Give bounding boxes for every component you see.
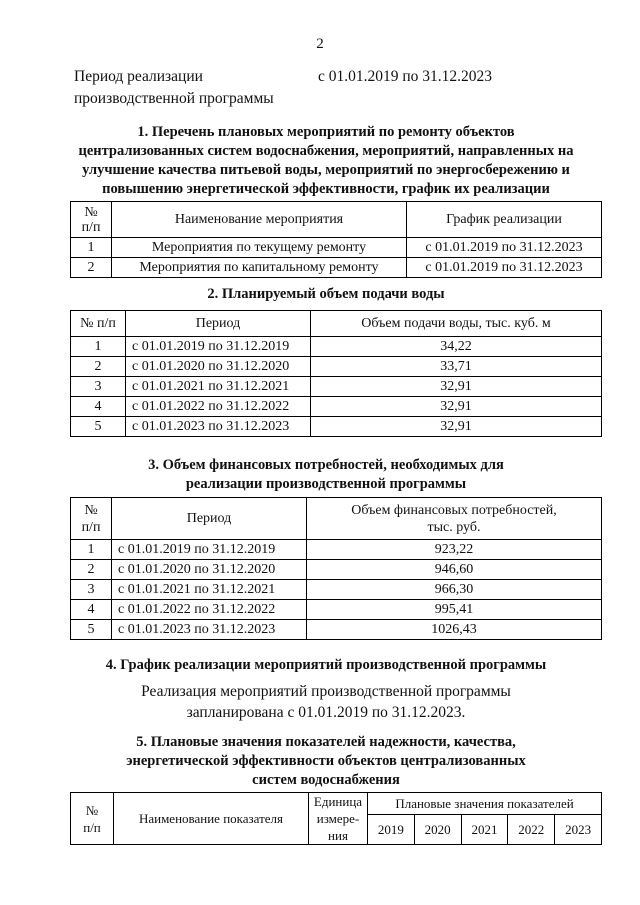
activities-table (70, 201, 602, 278)
section1-title-line: централизованных систем водоснабжения, мероприятий, направленных на (78, 143, 574, 159)
cell-num: 3 (71, 580, 112, 600)
period-label-line2: производственной программы (74, 90, 274, 107)
section5-title-line: 5. Плановые значения показателей надежности, качества, (136, 734, 516, 750)
section3-title-line: реализации производственной программы (185, 476, 467, 492)
table-row (71, 600, 602, 620)
section1-title-line: 1. Перечень плановых мероприятий по ремонту объектов (137, 124, 515, 140)
period-value: с 01.01.2019 по 31.12.2023 (318, 68, 493, 85)
cell-period: с 01.01.2023 по 31.12.2023 (112, 620, 307, 640)
cell-num: 5 (71, 620, 112, 640)
header-period: Период (112, 498, 307, 540)
table-row (71, 238, 602, 258)
period-label-line1: Период реализации (74, 68, 203, 85)
cell-volume: 33,71 (311, 357, 602, 377)
header-volume: Объем подачи воды, тыс. куб. м (311, 311, 602, 337)
header-year: 2021 (461, 814, 508, 844)
header-num: № п/п (71, 311, 126, 337)
cell-num: 1 (71, 238, 112, 258)
section5-title-line: энергетической эффективности объектов централизованных (126, 753, 526, 769)
cell-amount: 946,60 (307, 560, 602, 580)
cell-num: 1 (71, 337, 126, 357)
header-year: 2019 (368, 814, 415, 844)
header-num: № п/п (71, 202, 112, 238)
cell-volume: 32,91 (311, 397, 602, 417)
table-row (71, 397, 602, 417)
cell-num: 2 (71, 258, 112, 278)
section1-title-line: повышению энергетической эффективности, график их реализации (102, 181, 550, 197)
cell-amount: 1026,43 (307, 620, 602, 640)
cell-activity: Мероприятия по текущему ремонту (112, 238, 407, 258)
section3-title (40, 456, 612, 494)
page-number: 2 (316, 36, 324, 52)
cell-num: 3 (71, 377, 126, 397)
section3-title-line: 3. Объем финансовых потребностей, необходимых для (148, 457, 504, 473)
cell-period: с 01.01.2021 по 31.12.2021 (126, 377, 311, 397)
cell-period: с 01.01.2022 по 31.12.2022 (126, 397, 311, 417)
cell-num: 2 (71, 357, 126, 377)
cell-amount: 995,41 (307, 600, 602, 620)
table-row (71, 580, 602, 600)
cell-volume: 34,22 (311, 337, 602, 357)
header-schedule: График реализации (407, 202, 602, 238)
cell-period: с 01.01.2020 по 31.12.2020 (112, 560, 307, 580)
section1-title (40, 123, 612, 199)
header-indicator-name: Наименование показателя (114, 793, 309, 845)
cell-amount: 966,30 (307, 580, 602, 600)
indicators-table (70, 792, 602, 845)
cell-num: 2 (71, 560, 112, 580)
table-row (71, 540, 602, 560)
cell-period: с 01.01.2021 по 31.12.2021 (112, 580, 307, 600)
header-year: 2020 (414, 814, 461, 844)
cell-num: 1 (71, 540, 112, 560)
header-planned-values: Плановые значения показателей (368, 793, 602, 815)
table-row (71, 620, 602, 640)
table-row (71, 258, 602, 278)
cell-num: 4 (71, 600, 112, 620)
header-num: № п/п (71, 498, 112, 540)
section5-title-line: систем водоснабжения (252, 772, 400, 788)
cell-num: 5 (71, 417, 126, 437)
table-header-row (71, 311, 602, 337)
table-row (71, 377, 602, 397)
header-activity-name: Наименование мероприятия (112, 202, 407, 238)
header-financial-needs: Объем финансовых потребностей, тыс. руб. (307, 498, 602, 540)
table-header-row (71, 498, 602, 540)
table-header-row (71, 202, 602, 238)
cell-volume: 32,91 (311, 377, 602, 397)
section1-title-line: улучшение качества питьевой воды, мероприятий по энергосбережению и (82, 162, 570, 178)
cell-period: с 01.01.2020 по 31.12.2020 (126, 357, 311, 377)
cell-num: 4 (71, 397, 126, 417)
header-year: 2023 (555, 814, 602, 844)
cell-activity: Мероприятия по капитальному ремонту (112, 258, 407, 278)
section4-text-line2: запланирована с 01.01.2019 по 31.12.2023. (186, 704, 466, 721)
section4-text-line1: Реализация мероприятий производственной программы (141, 683, 511, 700)
cell-volume: 32,91 (311, 417, 602, 437)
cell-period: с 01.01.2023 по 31.12.2023 (126, 417, 311, 437)
cell-period: с 01.01.2022 по 31.12.2022 (112, 600, 307, 620)
header-period: Период (126, 311, 311, 337)
table-row (71, 560, 602, 580)
cell-period: с 01.01.2019 по 31.12.2019 (112, 540, 307, 560)
cell-period: с 01.01.2019 по 31.12.2019 (126, 337, 311, 357)
section5-title (40, 733, 612, 790)
cell-schedule: с 01.01.2019 по 31.12.2023 (407, 258, 602, 278)
section4-title: 4. График реализации мероприятий производственной программы (105, 657, 547, 673)
financial-needs-table (70, 497, 602, 640)
header-unit: Единица измере- ния (309, 793, 368, 845)
cell-schedule: с 01.01.2019 по 31.12.2023 (407, 238, 602, 258)
table-row (71, 417, 602, 437)
header-year: 2022 (508, 814, 555, 844)
cell-amount: 923,22 (307, 540, 602, 560)
table-row (71, 337, 602, 357)
header-num: № п/п (71, 793, 114, 845)
water-supply-table (70, 310, 602, 437)
table-header-row (71, 793, 602, 815)
table-row (71, 357, 602, 377)
section2-title: 2. Планируемый объем подачи воды (207, 286, 445, 302)
